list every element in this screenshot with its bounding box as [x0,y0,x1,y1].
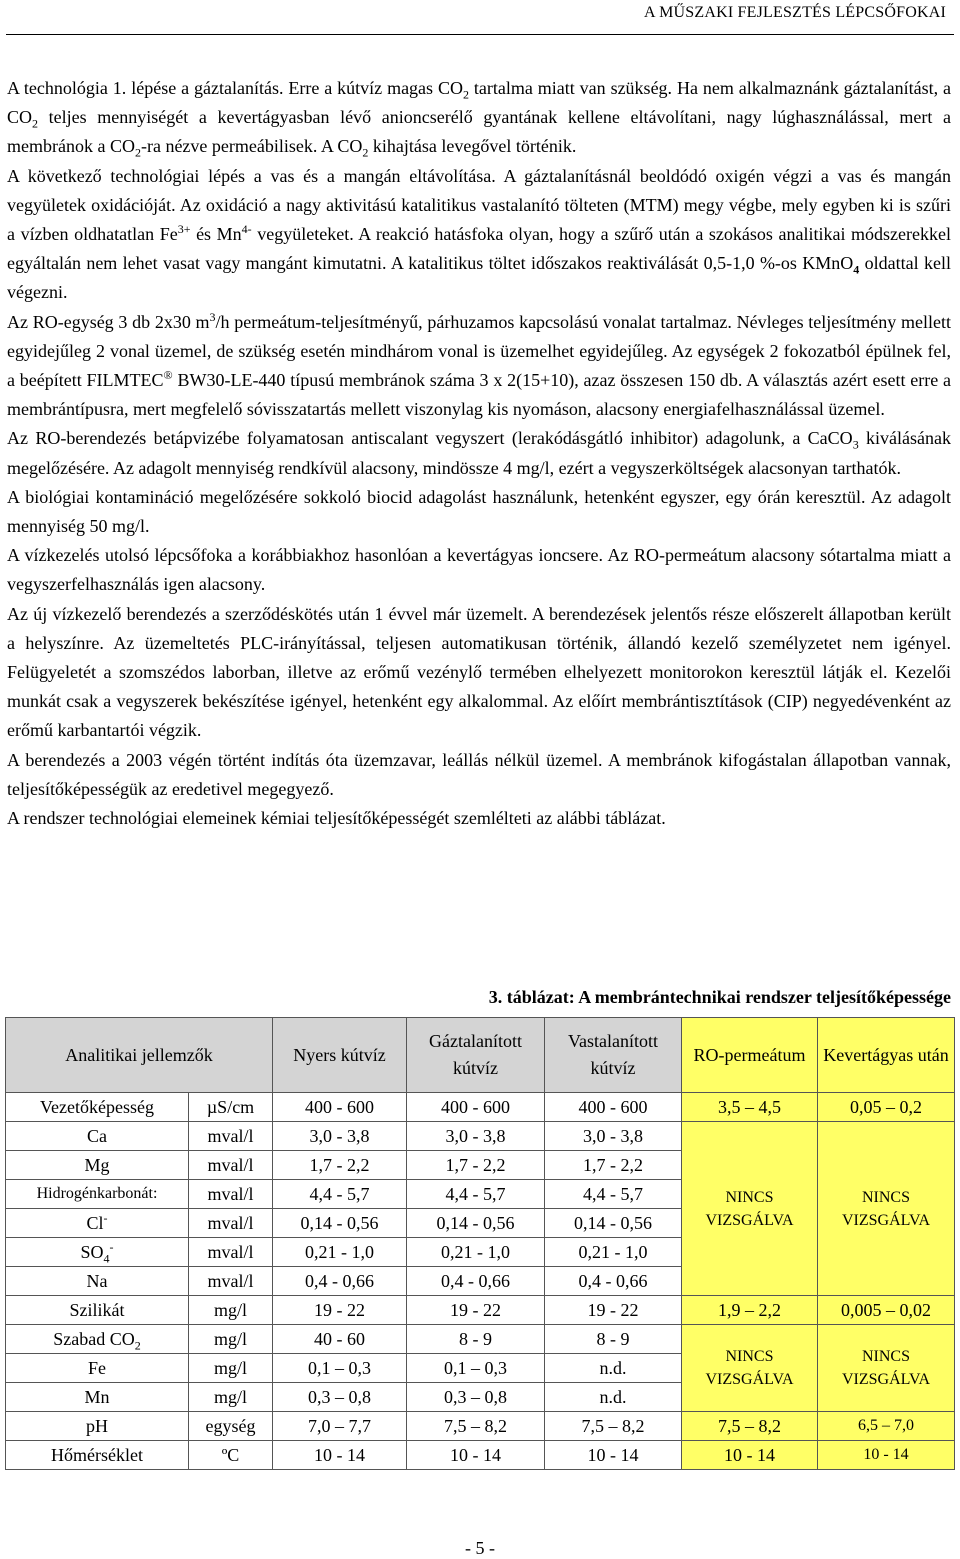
deironed-value: 19 - 22 [545,1296,682,1325]
mixed-not-tested: NINCS VIZSGÁLVA [818,1122,955,1296]
param-name: Ca [6,1122,189,1151]
deironed-value: 8 - 9 [545,1325,682,1354]
raw-value: 1,7 - 2,2 [273,1151,407,1180]
degassed-value: 1,7 - 2,2 [407,1151,545,1180]
param-name: Hőmérséklet [6,1441,189,1470]
deironed-value: 0,21 - 1,0 [545,1238,682,1267]
degassed-value: 8 - 9 [407,1325,545,1354]
degassed-value: 400 - 600 [407,1093,545,1122]
performance-table [5,1017,955,1470]
raw-value: 7,0 – 7,7 [273,1412,407,1441]
param-unit: mval/l [189,1122,273,1151]
raw-value: 0,1 – 0,3 [273,1354,407,1383]
degassed-value: 19 - 22 [407,1296,545,1325]
deironed-value: 0,4 - 0,66 [545,1267,682,1296]
raw-value: 4,4 - 5,7 [273,1180,407,1209]
table-header-row [6,1018,955,1093]
header-analytical: Analitikai jellemzők [6,1018,273,1093]
deironed-value: 10 - 14 [545,1441,682,1470]
paragraph-operation: Az új vízkezelő berendezés a szerződéskötés után 1 évvel már üzemelt. A berendezések jelentős része előszerelt állapotban került a helyszínre. Az üzemeltetés PLC-irányítással, teljesen automatikusan történik, állandó kezelő személyzetet nem igényel. Felügyeletét a szomszédos laborban, illetve az erőmű vezénylő termében elhelyezett monitorokon keresztül látják el. Kezelői munkát csak a vegyszerek bekészítése igényel, hetenként egy alkalommal. Az előírt membrántisztítások (CIP) negyedévenként az erőmű karbantartói végzik. [7,603,951,741]
raw-value: 40 - 60 [273,1325,407,1354]
param-unit: mval/l [189,1238,273,1267]
ro-value: 10 - 14 [682,1441,818,1470]
param-name: Mn [6,1383,189,1412]
header-degassed: Gáztalanított kútvíz [407,1018,545,1093]
param-unit: mg/l [189,1296,273,1325]
deironed-value: 400 - 600 [545,1093,682,1122]
mixed-value: 0,05 – 0,2 [818,1093,955,1122]
table-row [6,1093,955,1122]
degassed-value: 7,5 – 8,2 [407,1412,545,1441]
deironed-value: 0,14 - 0,56 [545,1209,682,1238]
param-unit: mval/l [189,1180,273,1209]
deironed-value: 4,4 - 5,7 [545,1180,682,1209]
table-caption: 3. táblázat: A membrántechnikai rendszer teljesítőképessége [488,987,951,1007]
mixed-not-tested: NINCS VIZSGÁLVA [818,1325,955,1412]
table-row [6,1325,955,1354]
table-row [6,1296,955,1325]
paragraph-ro-unit: Az RO-egység 3 db 2x30 $m^3/h$ permeátum-teljesítményű, párhuzamos kapcsolású vonalat tartalmaz. Névleges teljesítmény mellett egyidejűleg 2 vonal üzemel, de szükség esetén mindhárom vonal is üzemelhet egyidejűleg. Az egységek 2 fokozatból épülnek fel, a beépített FILMTEC® BW30-LE-440 típusú membránok száma 3 x 2(15+10), azaz összesen 150 db. A választás azért esett erre a membrántípusra, mert megfelelő sóvisszatartás mellett viszonylag kis nyomáson, alacsony energiafelhasználással üzemel. [7,309,951,420]
paragraph-biocide: A biológiai kontamináció megelőzésére sokkoló biocid adagolást használunk, hetenként egyszer, egy órán keresztül. Az adagolt mennyiség 50 mg/l. [7,486,951,537]
degassed-value: 0,14 - 0,56 [407,1209,545,1238]
degassed-value: 0,4 - 0,66 [407,1267,545,1296]
header-mixed-bed: Kevertágyas után [818,1018,955,1093]
raw-value: 3,0 - 3,8 [273,1122,407,1151]
ro-not-tested: NINCS VIZSGÁLVA [682,1122,818,1296]
param-name: Fe [6,1354,189,1383]
degassed-value: 4,4 - 5,7 [407,1180,545,1209]
header-raw: Nyers kútvíz [273,1018,407,1093]
mixed-value: 0,005 – 0,02 [818,1296,955,1325]
deironed-value: 3,0 - 3,8 [545,1122,682,1151]
deironed-value: n.d. [545,1354,682,1383]
ro-value: 1,9 – 2,2 [682,1296,818,1325]
param-unit: µS/cm [189,1093,273,1122]
param-unit: mval/l [189,1209,273,1238]
paragraph-reliability: A berendezés a 2003 végén történt indítás óta üzemzavar, leállás nélkül üzemel. A membránok kifogástalan állapotban vannak, teljesítőképességük az eredetivel megegyező. [7,749,951,799]
mixed-value: 10 - 14 [818,1441,955,1470]
param-unit: ºC [189,1441,273,1470]
degassed-value: 10 - 14 [407,1441,545,1470]
param-name: Hidrogénkarbonát: [6,1180,189,1209]
degassed-value: 3,0 - 3,8 [407,1122,545,1151]
param-unit: mg/l [189,1354,273,1383]
paragraph-antiscalant: Az RO-berendezés betápvizébe folyamatosan antiscalant vegyszert (lerakódásgátló inhibitor) adagolunk, a CaCO$_3$ kiválásának megelőzésére. Az adagolt mennyiség rendkívül alacsony, mindössze 4 mg/l, ezért a vegyszerköltségek alacsonyan tarthatók. [7,428,951,478]
paragraph-degassing: A technológia 1. lépése a gáztalanítás. Erre a kútvíz magas $CO_2$ tartalma miatt van szükség. Ha nem alkalmaznánk gáztalanítást, a $CO_2$ teljes mennyiségét a kevertágyasban lévő anioncserélő gyantának kellene eltávolítani, nagy lúghasználással, mert a membránok a $CO_2-ra$ nézve permeábilisek. A $CO_2$ kihajtása levegővel történik. [7,78,951,160]
paragraph-table-intro: A rendszer technológiai elemeinek kémiai teljesítőképességét szemlélteti az alábbi táblázat. [7,808,666,829]
deironed-value: 1,7 - 2,2 [545,1151,682,1180]
header-rule [6,34,954,35]
param-name: Szilikát [6,1296,189,1325]
paragraph-iron-removal: A következő technológiai lépés a vas és a mangán eltávolítása. A gáztalanításnál beoldódó oxigén végzi a vas és mangán vegyületek oxidációját. Az oxidáció a nagy aktivitású katalitikus vastalanító tölteten (MTM) megy végbe, mely egyben ki is szűri a vízben oldhatatlan $Fe^{3+}$ és $Mn^{4-}$ vegyületeket. A reakció hatásfoka olyan, hogy a szűrő után a szokásos analitikai módszerekkel egyáltalán nem lehet vasat vagy mangánt kimutatni. A katalitikus töltet időszakos reaktiválását 0,5-1,0 %-os KMnO$_4$ oldattal kell végezni. [7,165,952,303]
ro-value: 7,5 – 8,2 [682,1412,818,1441]
param-unit: egység [189,1412,273,1441]
ro-not-tested: NINCS VIZSGÁLVA [682,1325,818,1412]
table-row [6,1441,955,1470]
raw-value: 0,21 - 1,0 [273,1238,407,1267]
degassed-value: 0,3 – 0,8 [407,1383,545,1412]
param-name: Cl- [6,1209,189,1238]
ro-value: 3,5 – 4,5 [682,1093,818,1122]
raw-value: 19 - 22 [273,1296,407,1325]
param-unit: mg/l [189,1383,273,1412]
header-ro-permeate: RO-permeátum [682,1018,818,1093]
raw-value: 0,4 - 0,66 [273,1267,407,1296]
running-header: A MŰSZAKI FEJLESZTÉS LÉPCSŐFOKAI [644,4,946,21]
raw-value: 10 - 14 [273,1441,407,1470]
param-name: $SO_4^-$ [6,1238,189,1267]
paragraph-mixed-bed: A vízkezelés utolsó lépcsőfoka a korábbiakhoz hasonlóan a kevertágyas ioncsere. Az RO-permeátum alacsony sótartalma miatt a vegyszerfelhasználás igen alacsony. [7,545,951,595]
param-name: pH [6,1412,189,1441]
degassed-value: 0,1 – 0,3 [407,1354,545,1383]
deironed-value: 7,5 – 8,2 [545,1412,682,1441]
param-unit: mval/l [189,1151,273,1180]
param-name: Mg [6,1151,189,1180]
header-deironed: Vastalanított kútvíz [545,1018,682,1093]
degassed-value: 0,21 - 1,0 [407,1238,545,1267]
body-text [7,74,951,833]
page-number: - 5 - [465,1538,495,1558]
deironed-value: n.d. [545,1383,682,1412]
param-name: Na [6,1267,189,1296]
param-unit: mg/l [189,1325,273,1354]
raw-value: 0,14 - 0,56 [273,1209,407,1238]
raw-value: 0,3 – 0,8 [273,1383,407,1412]
table-row [6,1412,955,1441]
param-name: Szabad $CO_2$ [6,1325,189,1354]
param-unit: mval/l [189,1267,273,1296]
mixed-value: 6,5 – 7,0 [818,1412,955,1441]
table-row [6,1122,955,1151]
param-name: Vezetőképesség [6,1093,189,1122]
raw-value: 400 - 600 [273,1093,407,1122]
